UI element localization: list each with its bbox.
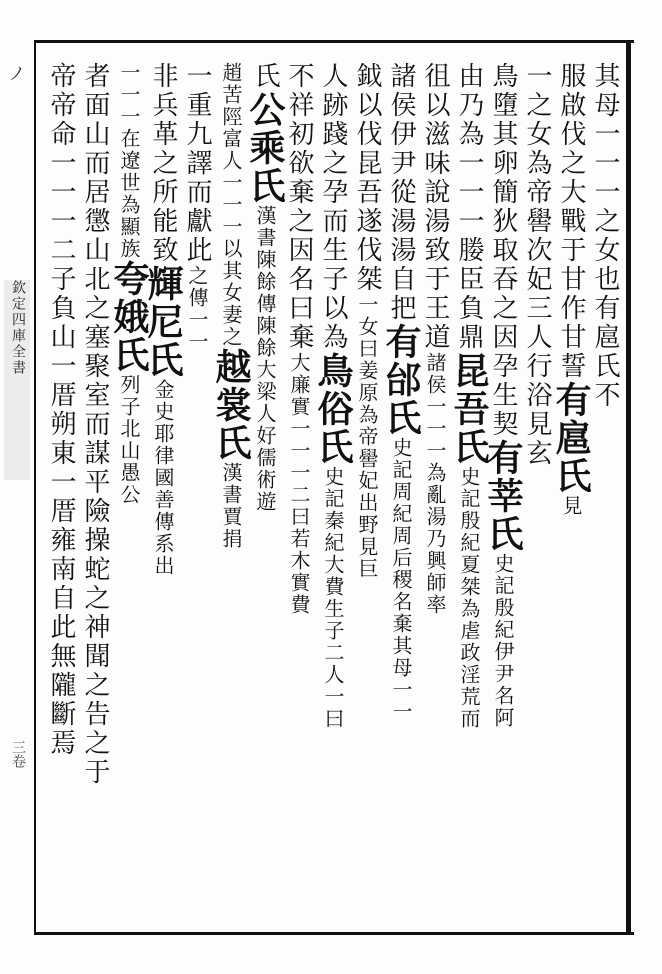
text-column: [448, 62, 490, 922]
text-column: [588, 62, 622, 922]
surname-heading: 越裳氏: [210, 348, 252, 462]
text-column: [210, 62, 252, 922]
text-column: [78, 62, 112, 922]
text-segment: 徂以滋味說湯致于王道: [420, 62, 450, 352]
text-segment: 趙苦陘富人一一一以其女妻之: [219, 62, 243, 348]
top-border: [34, 40, 634, 43]
text-segment: 由乃為一一一媵臣負鼎: [454, 62, 484, 352]
text-column: [350, 62, 384, 922]
text-segment: 史記殷紀夏桀為虐政淫荒而: [457, 466, 481, 730]
text-segment: 漢書賈捐: [219, 462, 243, 550]
text-segment: 史記周紀周后稷名棄其母一一: [389, 437, 413, 723]
surname-heading: 昆吾氏: [448, 352, 490, 466]
text-segment: 金史耶律國善傳系出: [151, 379, 175, 577]
surname-heading: 鳥俗氏: [312, 352, 354, 466]
text-segment: 其母一一一之女也有扈氏不: [590, 62, 620, 410]
text-column: [312, 62, 354, 922]
text-segment: 帝帝命一一一二子負山一厝朔東一厝雍南自此無隴斷焉: [46, 62, 76, 758]
text-segment: 諸侯一一一為亂湯乃興師率: [423, 352, 447, 616]
text-segment: 列子北山愚公: [117, 374, 141, 506]
text-segment: 服啟伐之大戰于甘作甘誓: [556, 62, 586, 381]
left-border: [34, 40, 36, 935]
text-segment: 一之女為帝嚳次妃三人行浴見玄: [522, 62, 552, 468]
text-segment: 鉞以伐昆吾遂伐桀: [352, 62, 382, 294]
bottom-border: [34, 932, 634, 935]
text-segment: 大廉實一一一二曰若木實費: [287, 352, 311, 616]
text-segment: 鳥墮其卵簡狄取吞之因孕生契: [488, 62, 518, 439]
surname-heading: 有莘氏: [482, 439, 524, 553]
text-segment: 者面山而居懲山北之塞聚室而謀平險操蛇之神聞之告之于: [80, 62, 110, 787]
text-segment: 人跡踐之孕而生子以為: [318, 62, 348, 352]
text-column: [550, 62, 592, 922]
surname-heading: 有扈氏: [550, 381, 592, 495]
text-segment: 見: [559, 495, 583, 517]
text-column: [108, 62, 150, 922]
right-border: [626, 40, 631, 935]
text-column: [180, 62, 214, 922]
surname-heading: 有邰氏: [380, 323, 422, 437]
text-segment: 不祥初欲棄之因名曰棄: [284, 62, 314, 352]
text-segment: 一一一在遼世為顯族: [117, 62, 141, 260]
text-segment: 史記秦紀大費生子二人一曰: [321, 466, 345, 730]
text-segment: 非兵革之所能致: [148, 62, 178, 265]
text-column: [244, 62, 286, 922]
surname-heading: 夸娥氏: [108, 260, 150, 374]
text-segment: 漢書陳餘傳陳餘大梁人好儒術遊: [253, 205, 277, 513]
text-column: [482, 62, 524, 922]
text-segment: 一女曰姜原為帝嚳妃出野見巨: [355, 294, 379, 580]
text-segment: 之傳一一: [185, 265, 209, 353]
text-column: [142, 62, 184, 922]
text-column: [44, 62, 78, 922]
text-column: [520, 62, 554, 922]
text-segment: 氏: [250, 62, 280, 91]
edge-mark: ノ: [5, 64, 26, 82]
text-segment: 一重九譯而獻此: [182, 62, 212, 265]
edge-page-mark: 三卷: [10, 740, 26, 768]
text-column: [380, 62, 422, 922]
text-column: [418, 62, 452, 922]
edge-book-title: 欽定四庫全書: [4, 280, 30, 480]
text-segment: 史記殷紀伊尹名阿: [491, 553, 515, 729]
surname-heading: 公乘氏: [244, 91, 286, 205]
text-column: [282, 62, 316, 922]
text-segment: 諸侯伊尹從湯湯自把: [386, 62, 416, 323]
surname-heading: 輝尼氏: [142, 265, 184, 379]
